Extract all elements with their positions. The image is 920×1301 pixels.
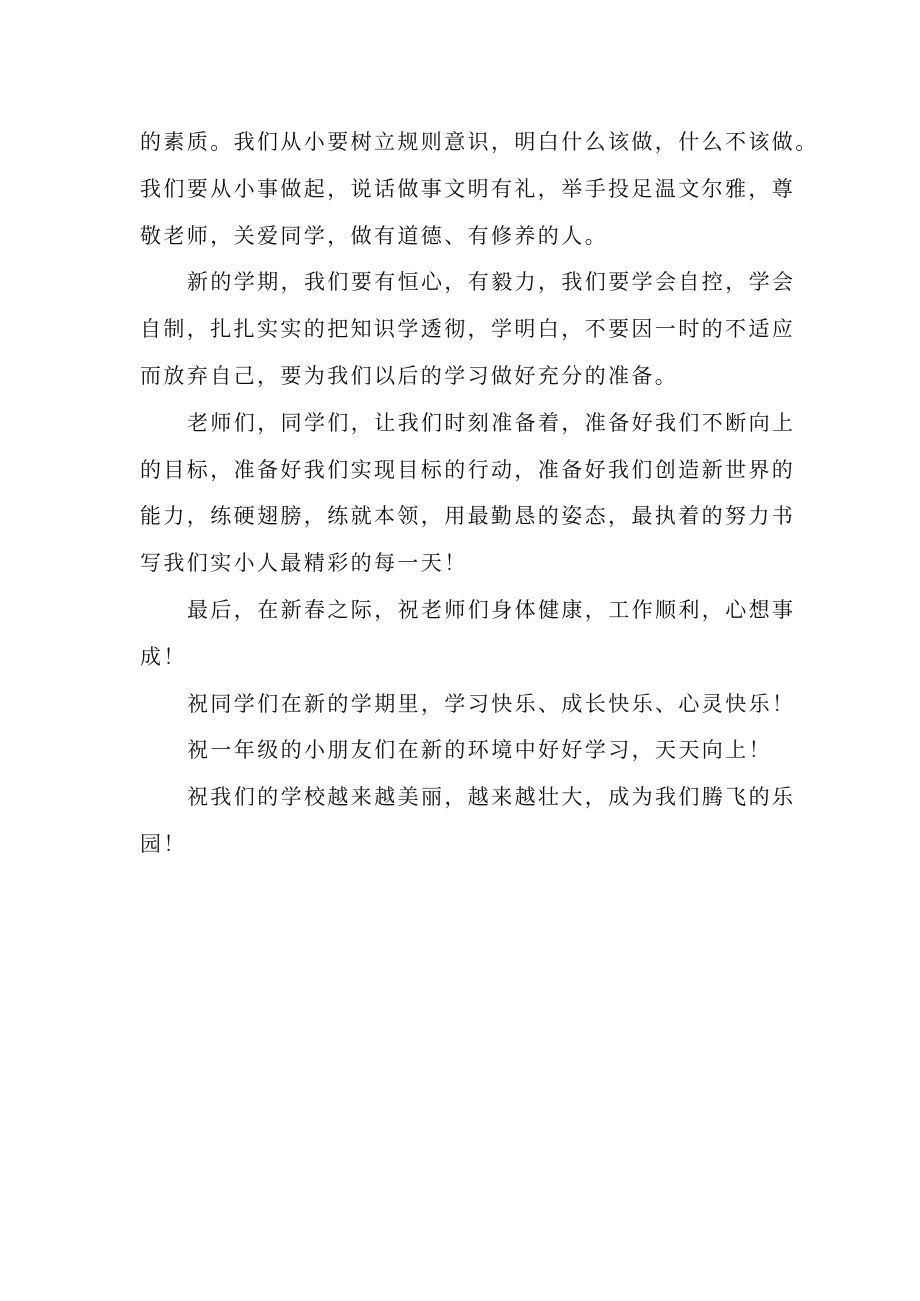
paragraph-first-line: 祝同学们在新的学期里，学习快乐、成长快乐、心灵快乐！ (187, 692, 796, 716)
text-line: 自制，扎扎实实的把知识学透彻，学明白，不要因一时的不适应 (140, 317, 796, 341)
paragraph-first-line: 老师们，同学们，让我们时刻准备着，准备好我们不断向上 (187, 411, 796, 435)
text-line: 写我们实小人最精彩的每一天！ (140, 551, 468, 575)
paragraph-first-line: 祝一年级的小朋友们在新的环境中好好学习，天天向上！ (187, 738, 772, 762)
text-line: 敬老师，关爱同学，做有道德、有修养的人。 (140, 224, 608, 248)
text-line: 成！ (140, 645, 187, 669)
text-line: 能力，练硬翅膀，练就本领，用最勤恳的姿态，最执着的努力书 (140, 504, 796, 528)
text-line: 的目标，准备好我们实现目标的行动，准备好我们创造新世界的 (140, 458, 796, 482)
paragraph-first-line: 祝我们的学校越来越美丽，越来越壮大，成为我们腾飞的乐 (187, 785, 796, 809)
text-line: 的素质。我们从小要树立规则意识，明白什么该做，什么不该做。 (140, 130, 819, 154)
paragraph-first-line: 新的学期，我们要有恒心，有毅力，我们要学会自控，学会 (187, 270, 796, 294)
text-line: 园！ (140, 832, 187, 856)
text-line: 我们要从小事做起，说话做事文明有礼，举手投足温文尔雅，尊 (140, 177, 796, 201)
text-line: 而放弃自己，要为我们以后的学习做好充分的准备。 (140, 364, 679, 388)
paragraph-first-line: 最后，在新春之际，祝老师们身体健康，工作顺利，心想事 (187, 598, 796, 622)
